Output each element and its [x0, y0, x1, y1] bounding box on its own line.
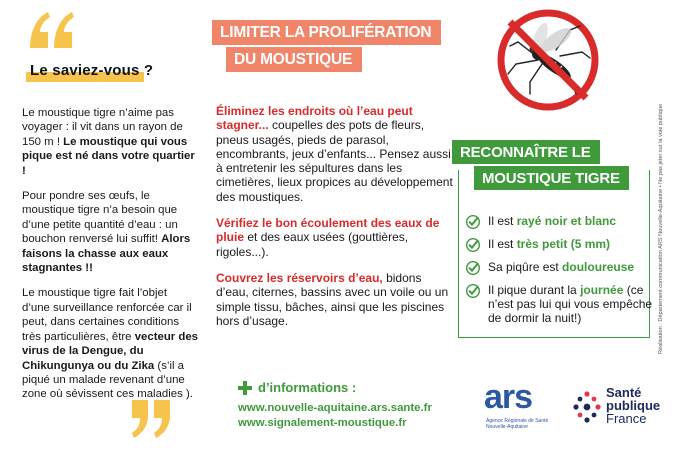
more-info-label: d’informations :: [258, 380, 357, 395]
check-circle-icon: [466, 261, 480, 275]
ars-logo: [484, 378, 572, 434]
check-small-emphasis: très petit (5 mm): [516, 237, 611, 251]
check-circle-icon: [466, 284, 480, 298]
check-circle-icon: [466, 215, 480, 229]
advice-stagnant-water: [216, 104, 454, 204]
spf-dots-icon: [572, 390, 602, 424]
check-striped-lead: Il est: [488, 214, 517, 228]
check-painful-emphasis: douloureuse: [562, 260, 635, 274]
did-you-know-title: Le saviez-vous ?: [30, 62, 154, 79]
signalement-website-link[interactable]: www.signalement-moustique.fr: [238, 416, 407, 429]
spf-line-2: publique: [606, 398, 661, 413]
check-painful: [466, 260, 656, 275]
recognize-title-line-2: MOUSTIQUE TIGRE: [474, 166, 629, 190]
check-circle-icon: [466, 238, 480, 252]
advice-drainage-heading: Vérifiez le bon écoulement des eaux de pluie: [216, 216, 440, 245]
check-daytime-text: [488, 283, 656, 325]
ars-logo-subtitle: Agence Régionale de Santé Nouvelle-Aquitaine: [486, 418, 549, 430]
more-info-heading: [238, 380, 458, 395]
spf-line-1: Santé: [606, 385, 642, 400]
ars-logo-word: ars: [484, 378, 533, 416]
title-line-1: LIMITER LA PROLIFÉRATION: [212, 20, 441, 45]
advice-cover-text: bidons d’eau, citernes, bassins avec un voile ou un simple tissu, bâches, ainsi que les piscines hors d’usage.: [216, 270, 449, 328]
did-you-know-heading: [26, 58, 176, 86]
check-striped-emphasis: rayé noir et blanc: [516, 214, 617, 228]
fact-radius: [22, 106, 198, 178]
recognize-title: [452, 140, 629, 192]
ars-logo-text: [484, 378, 532, 417]
fact-virus-text: Le moustique tigre fait l’objet d’une surveillance renforcée car il peut, dans certaines conditions très particulières, être: [22, 287, 192, 343]
fact-radius-text: Le moustique tigre n’aime pas voyager : il vit dans un rayon de 150 m !: [22, 107, 183, 148]
check-striped-text: [488, 214, 616, 228]
fact-eggs-emphasis: Alors faisons la chasse aux eaux stagnantes !!: [22, 233, 191, 275]
credit-vertical: [658, 74, 668, 354]
check-small-lead: Il est: [488, 237, 517, 251]
check-small: [466, 237, 656, 252]
right-column: [452, 0, 682, 454]
advice-cover-tanks: [216, 271, 454, 328]
fact-virus-note: (s’il a piqué un malade revenant d’une zone où sévissent ces maladies ).: [22, 359, 193, 401]
did-you-know-text: [22, 106, 198, 413]
fact-eggs-text: Pour pondre ses œufs, le moustique tigre n’a besoin que d’une petite quantité d’eau : un bouchon renversé lui suffit!: [22, 190, 178, 246]
more-info-block: [238, 380, 458, 430]
left-column: [0, 0, 200, 454]
advice-drainage-text: et des eaux usées (gouttières, rigoles...).: [216, 230, 409, 259]
ars-website-link[interactable]: www.nouvelle-aquitaine.ars.sante.fr: [238, 402, 432, 414]
advice-drainage: [216, 216, 454, 259]
close-quote-icon: [128, 396, 176, 440]
check-small-text: [488, 237, 610, 251]
prevention-advice: [216, 104, 454, 340]
check-daytime-note: (ce n’est pas lui qui vous empêche de dormir la nuit!): [488, 283, 653, 325]
fact-radius-emphasis: Le moustique qui vous pique est né dans votre quartier !: [22, 135, 195, 177]
check-striped: [466, 214, 656, 229]
fact-virus-emphasis: vecteur des virus de la Dengue, du Chikungunya ou du Zika: [22, 330, 199, 372]
check-painful-lead: Sa piqûre est: [488, 260, 563, 274]
info-links: [238, 401, 458, 430]
check-daytime: [466, 283, 656, 325]
open-quote-icon: [26, 8, 78, 54]
check-daytime-emphasis: journée: [580, 283, 624, 297]
check-daytime-lead: Il pique durant la: [488, 283, 581, 297]
middle-column: [212, 0, 452, 454]
spf-line-3: France: [606, 411, 647, 426]
advice-cover-heading: Couvrez les réservoirs d’eau,: [216, 270, 383, 285]
fact-virus: [22, 286, 198, 401]
fact-eggs: [22, 189, 198, 275]
plus-icon: [238, 381, 252, 395]
limit-proliferation-title: [212, 20, 441, 74]
spf-logo-text: [606, 386, 660, 425]
recognize-title-line-1: RECONNAÎTRE LE: [452, 140, 600, 164]
title-line-2: DU MOUSTIQUE: [226, 47, 362, 72]
advice-stagnant-heading: Éliminez les endroits où l’eau peut stagner...: [216, 104, 413, 133]
advice-stagnant-text: coupelles des pots de fleurs, pneus usagés, pieds de parasol, encombrants, jeux d’enfants... Pensez aussi à entretenir les sépultures dans les cimetières, lieux propices au développement des moustiques.: [216, 118, 453, 204]
check-painful-text: [488, 260, 634, 274]
credit-text: Réalisation : Département communication ARS Nouvelle-Aquitaine • Ne pas jeter sur la voie publique: [658, 103, 664, 354]
no-mosquito-icon: [496, 8, 600, 112]
recognition-checklist: [466, 214, 656, 333]
sante-publique-france-logo: [572, 386, 676, 436]
